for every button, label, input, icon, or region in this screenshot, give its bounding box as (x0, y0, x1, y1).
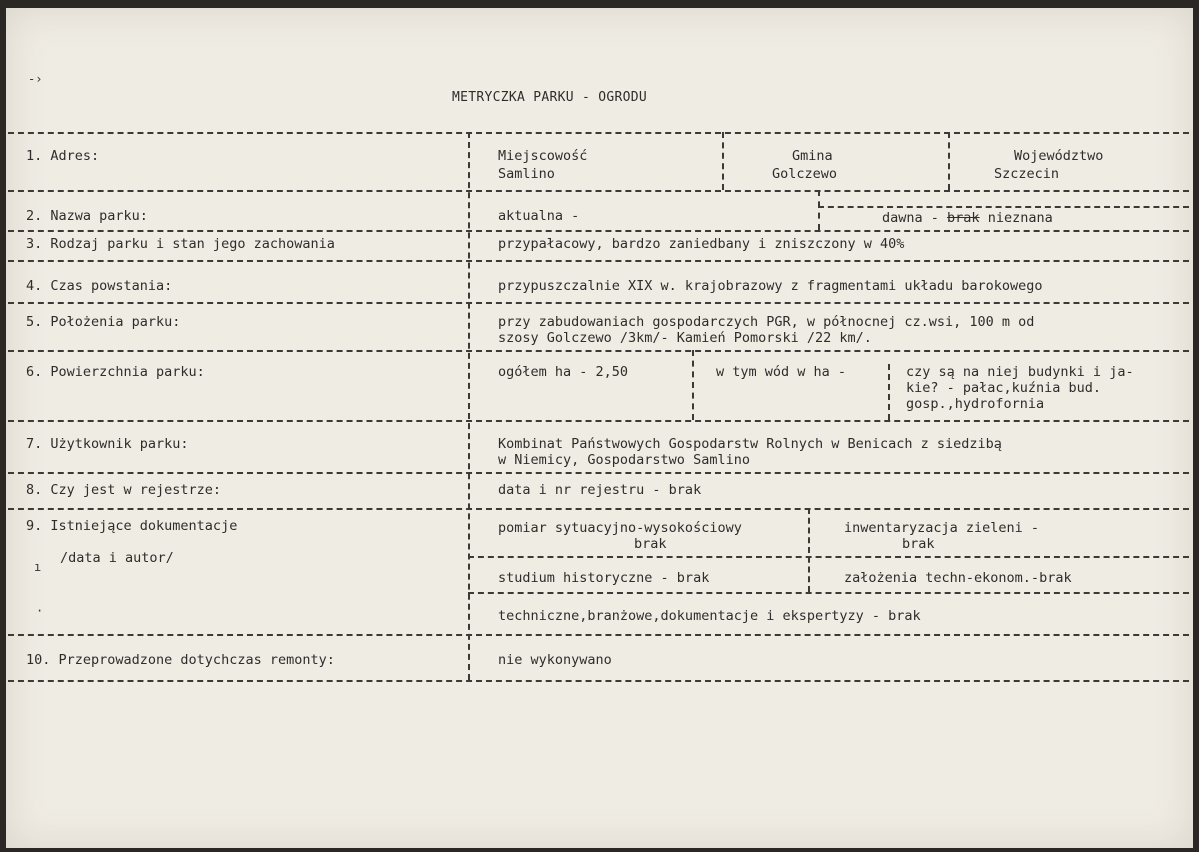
rule (8, 190, 1189, 192)
user-line-2: w Niemicy, Gospodarstwo Samlino (498, 452, 750, 468)
commune-value: Golczewo (772, 166, 838, 182)
location-line-1: przy zabudowaniach gospodarczych PGR, w północnej cz.wsi, 100 m od (498, 314, 1035, 330)
row-label-registry: 8. Czy jest w rejestrze: (26, 482, 222, 498)
rule (468, 592, 1189, 594)
registry-value: data i nr rejestru - brak (498, 482, 702, 498)
voivodeship-value: Szczecin (994, 166, 1060, 182)
buildings-line-1: czy są na niej budynki i ja- (906, 364, 1134, 380)
column-divider (808, 508, 810, 592)
origin-value: przypuszczalnie XIX w. krajobrazowy z fragmentami układu barokowego (498, 278, 1043, 294)
rule (8, 420, 1189, 422)
column-divider (888, 364, 890, 420)
column-divider (468, 132, 470, 680)
row-label-origin: 4. Czas powstania: (26, 278, 173, 294)
stray-mark: · (36, 604, 44, 618)
row-label-repairs: 10. Przeprowadzone dotychczas remonty: (26, 652, 335, 668)
rule (8, 680, 1189, 682)
locality-value: Samlino (498, 166, 555, 182)
struck-text: brak (947, 210, 980, 226)
greenery-doc: inwentaryzacja zieleni - (844, 520, 1040, 536)
rule (8, 508, 1189, 510)
row-label-area: 6. Powierzchnia parku: (26, 364, 205, 380)
rule (8, 350, 1189, 352)
row-label-address: 1. Adres: (26, 148, 100, 164)
row-label-type: 3. Rodzaj parku i stan jego zachowania (26, 236, 335, 252)
row-sublabel-documentation: /data i autor/ (60, 550, 174, 566)
area-total: ogółem ha - 2,50 (498, 364, 629, 380)
type-value: przypałacowy, bardzo zaniedbany i zniszczony w 40% (498, 236, 905, 252)
rule (8, 132, 1189, 134)
stray-mark: ı (34, 560, 42, 574)
row-label-user: 7. Użytkownik parku: (26, 436, 189, 452)
rule (8, 472, 1189, 474)
buildings-line-2: kie? - pałac,kuźnia bud. (906, 380, 1102, 396)
survey-doc-status: brak (634, 536, 667, 552)
current-name: aktualna - (498, 208, 580, 224)
greenery-doc-status: brak (902, 536, 935, 552)
rule (8, 634, 1189, 636)
buildings-line-3: gosp.,hydrofornia (906, 396, 1045, 412)
area-water: w tym wód w ha - (716, 364, 847, 380)
document-page (6, 8, 1193, 848)
former-name-value: nieznana (987, 210, 1053, 226)
rule (8, 230, 1189, 232)
tech-econ-doc: założenia techn-ekonom.-brak (844, 570, 1072, 586)
column-divider (818, 190, 820, 230)
page-title: METRYCZKA PARKU - OGRODU (452, 90, 648, 105)
rule (8, 260, 1189, 262)
row-label-location: 5. Położenia parku: (26, 314, 181, 330)
voivodeship-heading: Województwo (1014, 148, 1104, 164)
column-divider (692, 350, 694, 420)
column-divider (948, 132, 950, 190)
rule (468, 556, 1189, 558)
technical-doc: techniczne,branżowe,dokumentacje i ekspertyzy - brak (498, 608, 921, 624)
locality-heading: Miejscowość (498, 148, 588, 164)
commune-heading: Gmina (792, 148, 833, 164)
location-line-2: szosy Golczewo /3km/- Kamień Pomorski /22 km/. (498, 330, 872, 346)
former-name (882, 210, 1053, 226)
rule (8, 302, 1189, 304)
survey-doc: pomiar sytuacyjno-wysokościowy (498, 520, 742, 536)
column-divider (722, 132, 724, 190)
former-name-prefix: dawna - (882, 210, 939, 226)
row-label-documentation: 9. Istniejące dokumentacje (26, 518, 238, 534)
stray-mark: -› (28, 72, 43, 86)
rule (818, 206, 1189, 208)
user-line-1: Kombinat Państwowych Gospodarstw Rolnych w Benicach z siedzibą (498, 436, 1002, 452)
historical-study-doc: studium historyczne - brak (498, 570, 710, 586)
row-label-name: 2. Nazwa parku: (26, 208, 148, 224)
repairs-value: nie wykonywano (498, 652, 612, 668)
